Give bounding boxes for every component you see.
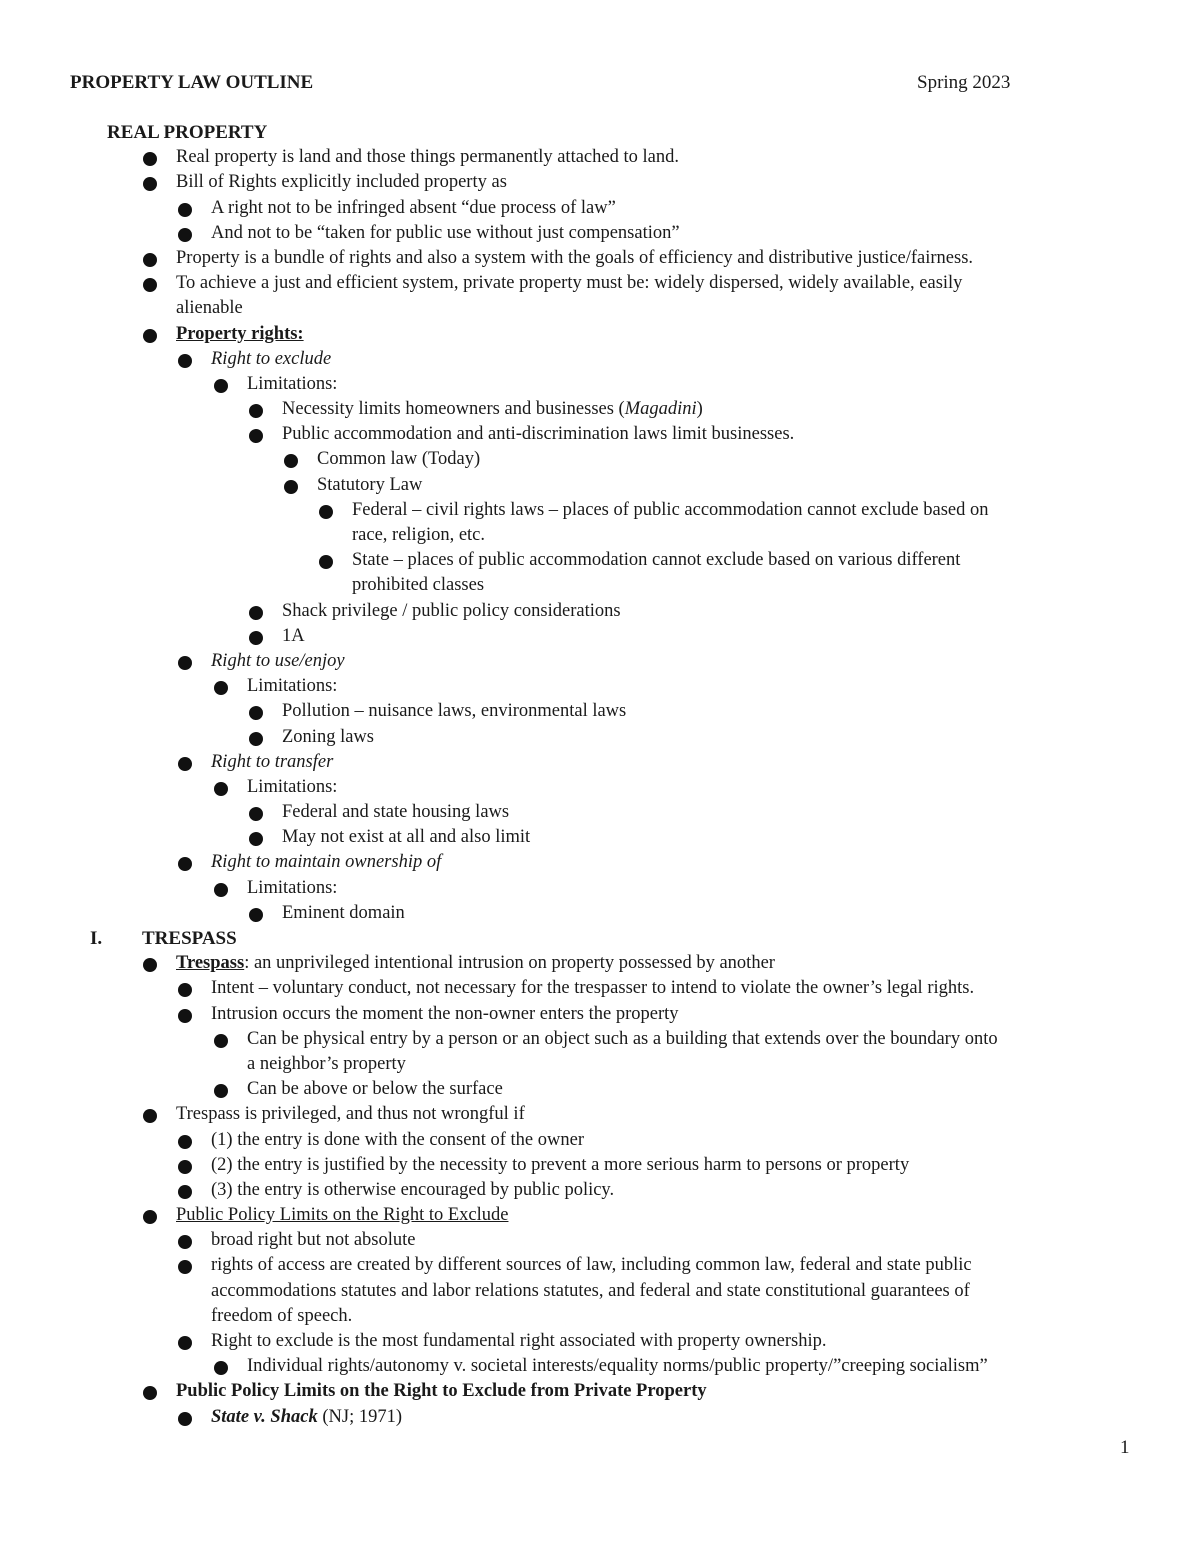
bullet-icon xyxy=(178,354,192,368)
bullet-icon xyxy=(284,454,298,468)
bullet-icon xyxy=(249,631,263,645)
list-item xyxy=(0,1253,1200,1278)
list-item xyxy=(0,1077,1200,1102)
list-item-text: State – places of public accommodation cannot exclude based on various different xyxy=(352,550,961,571)
bullet-icon xyxy=(249,706,263,720)
bullet-icon xyxy=(214,883,228,897)
text-part: ) xyxy=(696,399,703,420)
list-item-text: Public accommodation and anti-discrimination laws limit businesses. xyxy=(282,424,795,445)
list-item xyxy=(0,951,1200,976)
list-item xyxy=(0,1354,1200,1379)
bullet-icon xyxy=(214,1034,228,1048)
section-heading-trespass xyxy=(0,926,1200,951)
list-item-continuation xyxy=(0,1304,1200,1329)
bullet-icon xyxy=(249,732,263,746)
list-item-text: Federal and state housing laws xyxy=(282,802,510,823)
list-item-text: Federal – civil rights laws – places of public accommodation cannot exclude based on xyxy=(352,499,989,520)
list-item xyxy=(0,800,1200,825)
list-item xyxy=(0,825,1200,850)
bullet-icon xyxy=(178,1235,192,1249)
section-heading-real-property xyxy=(0,120,1200,145)
list-item-text xyxy=(282,397,703,422)
bullet-icon xyxy=(178,1260,192,1274)
bullet-icon xyxy=(178,857,192,871)
list-item xyxy=(0,1203,1200,1228)
list-item xyxy=(0,170,1200,195)
list-item xyxy=(0,322,1200,347)
bullet-icon xyxy=(249,404,263,418)
list-item-text: Common law (Today) xyxy=(317,449,481,470)
list-item xyxy=(0,1405,1200,1430)
list-item xyxy=(0,1153,1200,1178)
list-item xyxy=(0,725,1200,750)
bullet-icon xyxy=(178,1009,192,1023)
bullet-icon xyxy=(143,253,157,267)
list-item-text: Eminent domain xyxy=(282,902,405,923)
list-item xyxy=(0,422,1200,447)
heading-text: REAL PROPERTY xyxy=(107,122,268,143)
list-item-continuation xyxy=(0,296,1200,321)
list-item xyxy=(0,775,1200,800)
list-item-text: race, religion, etc. xyxy=(352,525,486,545)
list-item xyxy=(0,246,1200,271)
list-item-text: Can be above or below the surface xyxy=(247,1079,503,1100)
list-item xyxy=(0,271,1200,296)
list-item-continuation xyxy=(0,1279,1200,1304)
list-item xyxy=(0,674,1200,699)
section-numeral: I. xyxy=(90,928,103,949)
list-item-text: Right to exclude is the most fundamental right associated with property ownership. xyxy=(211,1331,827,1351)
bullet-icon xyxy=(178,1185,192,1199)
list-item-text: Public Policy Limits on the Right to Exclude xyxy=(176,1205,509,1226)
list-item xyxy=(0,649,1200,674)
document-title: PROPERTY LAW OUTLINE xyxy=(70,72,314,93)
bullet-icon xyxy=(214,379,228,393)
list-item xyxy=(0,1128,1200,1153)
list-item xyxy=(0,976,1200,1001)
list-item-continuation xyxy=(0,1052,1200,1077)
list-item-text: Right to use/enjoy xyxy=(211,650,345,671)
list-item-text: rights of access are created by different sources of law, including common law, federal and state public xyxy=(211,1255,972,1276)
list-item-text: alienable xyxy=(176,298,243,319)
list-item xyxy=(0,699,1200,724)
list-item-text: (2) the entry is justified by the necessity to prevent a more serious harm to persons or property xyxy=(211,1154,910,1175)
list-item-text: broad right but not absolute xyxy=(211,1230,416,1251)
list-item-text: accommodations statutes and labor relations statutes, and federal and state constitutional guarantees of xyxy=(211,1280,970,1301)
bullet-icon xyxy=(178,203,192,217)
list-item-text: Zoning laws xyxy=(282,726,374,747)
list-item-text: Limitations: xyxy=(247,877,338,898)
bullet-icon xyxy=(249,908,263,922)
list-item-text: Intrusion occurs the moment the non-owner enters the property xyxy=(211,1003,679,1024)
list-item xyxy=(0,372,1200,397)
bullet-icon xyxy=(143,1386,157,1400)
list-item-text: 1A xyxy=(282,625,305,646)
bullet-icon xyxy=(249,832,263,846)
bullet-icon xyxy=(143,177,157,191)
list-item-text: And not to be “taken for public use without just compensation” xyxy=(211,222,680,243)
bullet-icon xyxy=(319,555,333,569)
outline-body xyxy=(0,120,1200,1430)
list-item-text: Right to transfer xyxy=(211,751,334,772)
bullet-icon xyxy=(214,782,228,796)
bullet-icon xyxy=(178,1412,192,1426)
list-item xyxy=(0,498,1200,523)
list-item xyxy=(0,397,1200,422)
list-item-text: (1) the entry is done with the consent of the owner xyxy=(211,1129,584,1150)
list-item-text: Property rights: xyxy=(176,323,304,344)
text-part: : an unprivileged intentional intrusion on property possessed by another xyxy=(244,953,775,974)
bullet-icon xyxy=(178,228,192,242)
list-item xyxy=(0,196,1200,221)
list-item-text: Limitations: xyxy=(247,676,338,697)
list-item-text: Bill of Rights explicitly included property as xyxy=(176,172,507,193)
list-item xyxy=(0,876,1200,901)
list-item xyxy=(0,599,1200,624)
list-item-text: Shack privilege / public policy considerations xyxy=(282,600,621,621)
heading-text: TRESPASS xyxy=(142,928,237,949)
list-item-text: Limitations: xyxy=(247,373,338,394)
bullet-icon xyxy=(249,429,263,443)
bullet-icon xyxy=(178,757,192,771)
bullet-icon xyxy=(143,1210,157,1224)
list-item xyxy=(0,1329,1200,1354)
list-item-text: Intent – voluntary conduct, not necessary for the trespasser to intend to violate the owner’s legal rights. xyxy=(211,978,975,999)
list-item-text xyxy=(211,1405,402,1430)
list-item xyxy=(0,145,1200,170)
list-item xyxy=(0,750,1200,775)
list-item xyxy=(0,473,1200,498)
list-item-text: Property is a bundle of rights and also a system with the goals of efficiency and distributive justice/fairness. xyxy=(176,247,974,268)
list-item xyxy=(0,1228,1200,1253)
list-item xyxy=(0,447,1200,472)
bullet-icon xyxy=(284,480,298,494)
list-item xyxy=(0,901,1200,926)
list-item-text: Right to exclude xyxy=(211,348,332,369)
list-item xyxy=(0,1379,1200,1404)
list-item xyxy=(0,624,1200,649)
text-part: Necessity limits homeowners and businesses ( xyxy=(282,399,625,420)
list-item-text: a neighbor’s property xyxy=(247,1053,406,1074)
bullet-icon xyxy=(178,1160,192,1174)
list-item-text: Statutory Law xyxy=(317,474,423,495)
list-item-text: prohibited classes xyxy=(352,575,485,596)
list-item xyxy=(0,1002,1200,1027)
list-item-text: May not exist at all and also limit xyxy=(282,827,531,848)
bullet-icon xyxy=(214,1361,228,1375)
list-item-text xyxy=(176,951,775,976)
list-item-text: Individual rights/autonomy v. societal interests/equality norms/public property/”creeping socialism” xyxy=(247,1356,988,1377)
document-term: Spring 2023 xyxy=(917,72,1011,93)
list-item-text: Public Policy Limits on the Right to Exclude from Private Property xyxy=(176,1381,707,1402)
list-item xyxy=(0,347,1200,372)
list-item-continuation xyxy=(0,573,1200,598)
list-item-text: freedom of speech. xyxy=(211,1305,353,1326)
bullet-icon xyxy=(143,329,157,343)
list-item-text: To achieve a just and efficient system, private property must be: widely dispersed, widely available, easily xyxy=(176,273,963,294)
list-item xyxy=(0,1027,1200,1052)
bullet-icon xyxy=(143,278,157,292)
case-name: Magadini xyxy=(624,399,697,420)
list-item xyxy=(0,850,1200,875)
bullet-icon xyxy=(178,983,192,997)
case-name: State v. Shack xyxy=(211,1406,318,1427)
bullet-icon xyxy=(249,606,263,620)
list-item xyxy=(0,548,1200,573)
list-item-text: A right not to be infringed absent “due process of law” xyxy=(211,197,616,218)
list-item xyxy=(0,1102,1200,1127)
case-citation: (NJ; 1971) xyxy=(317,1406,402,1427)
bullet-icon xyxy=(143,152,157,166)
page-number: 1 xyxy=(1120,1437,1130,1458)
bullet-icon xyxy=(214,681,228,695)
bullet-icon xyxy=(319,505,333,519)
list-item-text: (3) the entry is otherwise encouraged by public policy. xyxy=(211,1179,615,1200)
defined-term: Trespass xyxy=(176,953,245,974)
bullet-icon xyxy=(143,1109,157,1123)
list-item-text: Real property is land and those things permanently attached to land. xyxy=(176,147,679,168)
bullet-icon xyxy=(178,1336,192,1350)
list-item-continuation xyxy=(0,523,1200,548)
list-item-text: Pollution – nuisance laws, environmental laws xyxy=(282,701,627,722)
list-item xyxy=(0,1178,1200,1203)
bullet-icon xyxy=(214,1084,228,1098)
list-item-text: Can be physical entry by a person or an object such as a building that extends over the boundary onto xyxy=(247,1028,998,1049)
list-item-text: Right to maintain ownership of xyxy=(211,852,442,873)
bullet-icon xyxy=(178,656,192,670)
list-item xyxy=(0,221,1200,246)
bullet-icon xyxy=(143,958,157,972)
bullet-icon xyxy=(178,1135,192,1149)
bullet-icon xyxy=(249,807,263,821)
list-item-text: Limitations: xyxy=(247,776,338,797)
list-item-text: Trespass is privileged, and thus not wrongful if xyxy=(176,1104,525,1125)
